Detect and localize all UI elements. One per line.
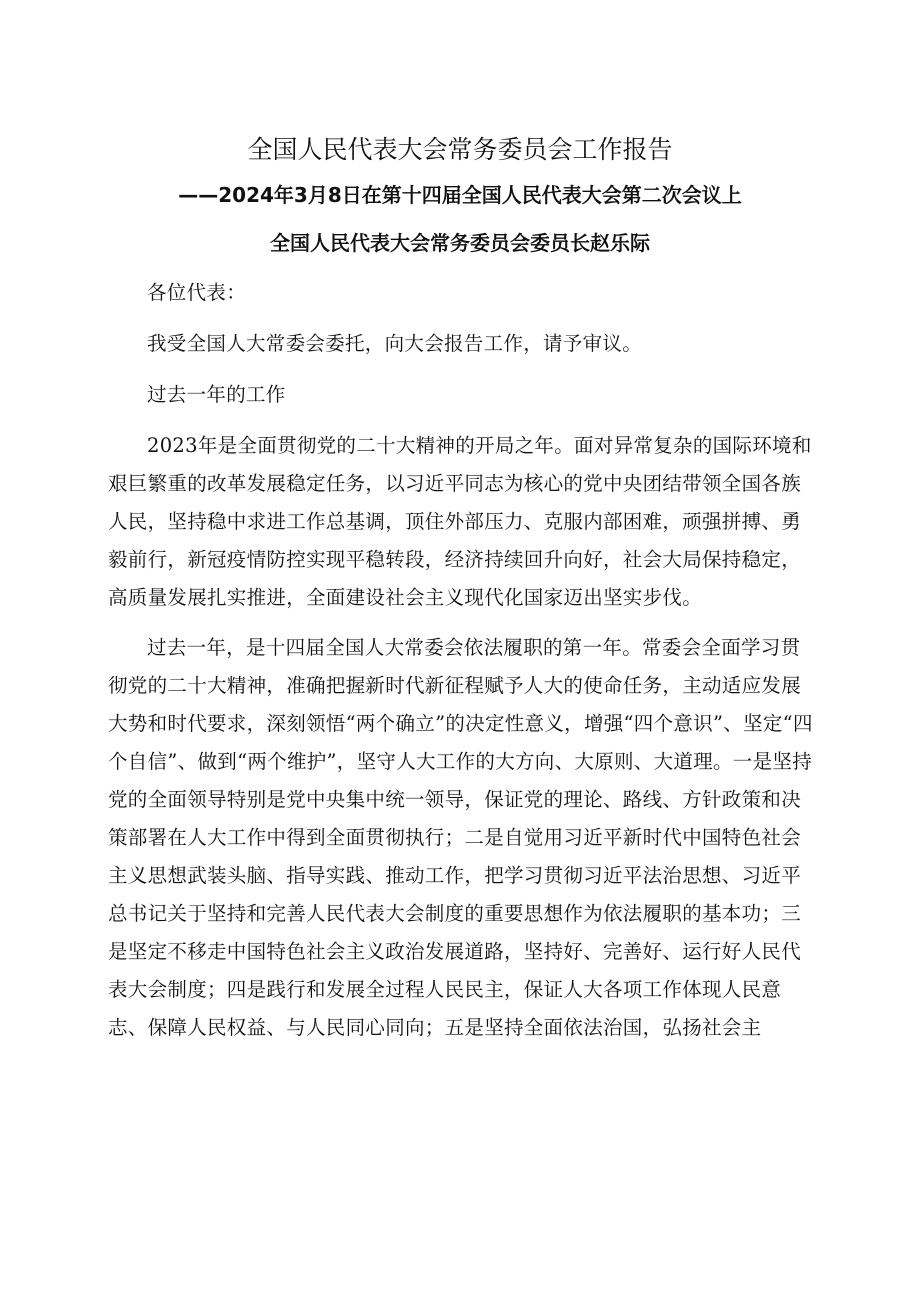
paragraph-salutation: 各位代表： (147, 281, 247, 304)
paragraph-past-year: 过去一年，是十四届全国人大常委会依法履职的第一年。常委会全面学习贯彻党的二十大精神，准确把握新时代新征程赋予人大的使命任务，主动适应发展大势和时代要求，深刻领悟“两个确立”的决定性意义，增强“四个意识”、坚定“四个自信”、做到“两个维护”，坚守人大工作的大方向、大原则、大道理。一是坚持党的全面领导特别是党中央集中统一领导，保证党的理论、路线、方针政策和决策部署在人大工作中得到全面贯彻执行；二是自觉用习近平新时代中国特色社会主义思想武装头脑、指导实践、推动工作，把学习贯彻习近平法治思想、习近平总书记关于坚持和完善人民代表大会制度的重要思想作为依法履职的基本功；三是坚定不移走中国特色社会主义政治发展道路，坚持好、完善好、运行好人民代表大会制度；四是践行和发展全过程人民民主，保证人大各项工作体现人民意志、保障人民权益、与人民同心同向；五是坚持全面依法治国，弘扬社会主 (108, 636, 813, 1039)
paragraph-2023-overview: 2023年是全面贯彻党的二十大精神的开局之年。面对异常复杂的国际环境和艰巨繁重的改革发展稳定任务，以习近平同志为核心的党中央团结带领全国各族人民，坚持稳中求进工作总基调，顶住外部压力、克服内部困难，顽强拼搏、勇毅前行，新冠疫情防控实现平稳转段，经济持续回升向好，社会大局保持稳定，高质量发展扎实推进，全面建设社会主义现代化国家迈出坚实步伐。 (108, 434, 812, 609)
report-subtitle-date: ——2024年3月8日在第十四届全国人民代表大会第二次会议上 (178, 183, 742, 207)
paragraph-intro: 我受全国人大常委会委托，向大会报告工作，请予审议。 (147, 332, 643, 355)
report-body (108, 274, 818, 1059)
report-subtitle-speaker: 全国人民代表大会常务委员会委员长赵乐际 (270, 231, 650, 255)
report-title: 全国人民代表大会常务委员会工作报告 (247, 135, 673, 164)
section-heading: 过去一年的工作 (147, 383, 286, 406)
